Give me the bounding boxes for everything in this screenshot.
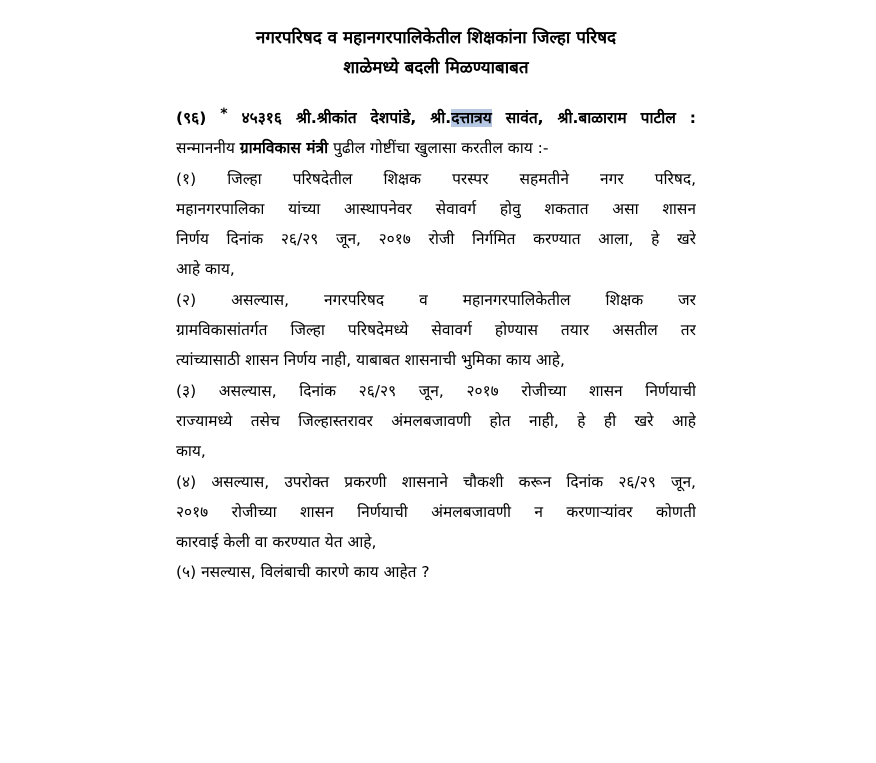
text-line-6: ग्रामविकासांतर्गत जिल्हा परिषदेमध्ये सेवावर्ग होण्यास तयार असतील तर [176, 321, 696, 340]
starred-marker: * [220, 106, 228, 122]
question-header [176, 103, 696, 133]
text-line-14: (५) नसल्यास, विलंबाची कारणे काय आहेत ? [176, 563, 430, 582]
text-line-12: २०१७ रोजीच्या शासन निर्णयाची अंमलबजावणी न करणाऱ्यांवर कोणती [176, 502, 696, 521]
intro-pre: सन्माननीय [176, 139, 235, 158]
text-line-5: (२) असल्यास, नगरपरिषद व महानगरपालिकेतील शिक्षक जर [176, 290, 696, 309]
text-line-2: महानगरपालिका यांच्या आस्थापनेवर सेवावर्ग होवु शकतात असा शासन [176, 199, 696, 218]
title-line-1: नगरपरिषद व महानगरपालिकेतील शिक्षकांना जिल्हा परिषद [255, 28, 617, 48]
intro-post: पुढील गोष्टींचा खुलासा करतील काय :- [333, 139, 549, 158]
text-line-10: काय, [176, 442, 206, 461]
question-number: (९६) [176, 109, 207, 127]
text-line-7: त्यांच्यासाठी शासन निर्णय नाही, याबाबत शासनाची भुमिका काय आहे, [176, 351, 565, 370]
text-line-13: कारवाई केली वा करण्यात येत आहे, [176, 533, 377, 552]
text-line-9: राज्यामध्ये तसेच जिल्हास्तरावर अंमलबजावणी होत नाही, हे ही खरे आहे [176, 411, 696, 430]
question-id: ४५३१६ [241, 109, 282, 127]
text-line-11: (४) असल्यास, उपरोक्त प्रकरणी शासनाने चौकशी करून दिनांक २६/२९ जून, [176, 472, 696, 491]
askers-pre: श्री.श्रीकांत देशपांडे, श्री. [295, 109, 452, 127]
text-line-3: निर्णय दिनांक २६/२९ जून, २०१७ रोजी निर्गमित करण्यात आला, हे खरे [176, 230, 696, 249]
text-line-4: आहे काय, [176, 260, 235, 279]
text-line-1: (१) जिल्हा परिषदेतील शिक्षक परस्पर सहमतीने नगर परिषद, [176, 169, 696, 188]
askers-post: सावंत, श्री.बाळाराम पाटील : [505, 109, 696, 127]
title-line-2: शाळेमध्ये बदली मिळण्याबाबत [343, 58, 529, 78]
intro-minister: ग्रामविकास मंत्री [239, 139, 329, 158]
question-intro [176, 133, 696, 163]
text-line-8: (३) असल्यास, दिनांक २६/२९ जून, २०१७ रोजीच्या शासन निर्णयाची [176, 381, 696, 400]
question-body [176, 103, 696, 588]
askers-highlight[interactable]: दत्तात्रय [451, 109, 492, 127]
